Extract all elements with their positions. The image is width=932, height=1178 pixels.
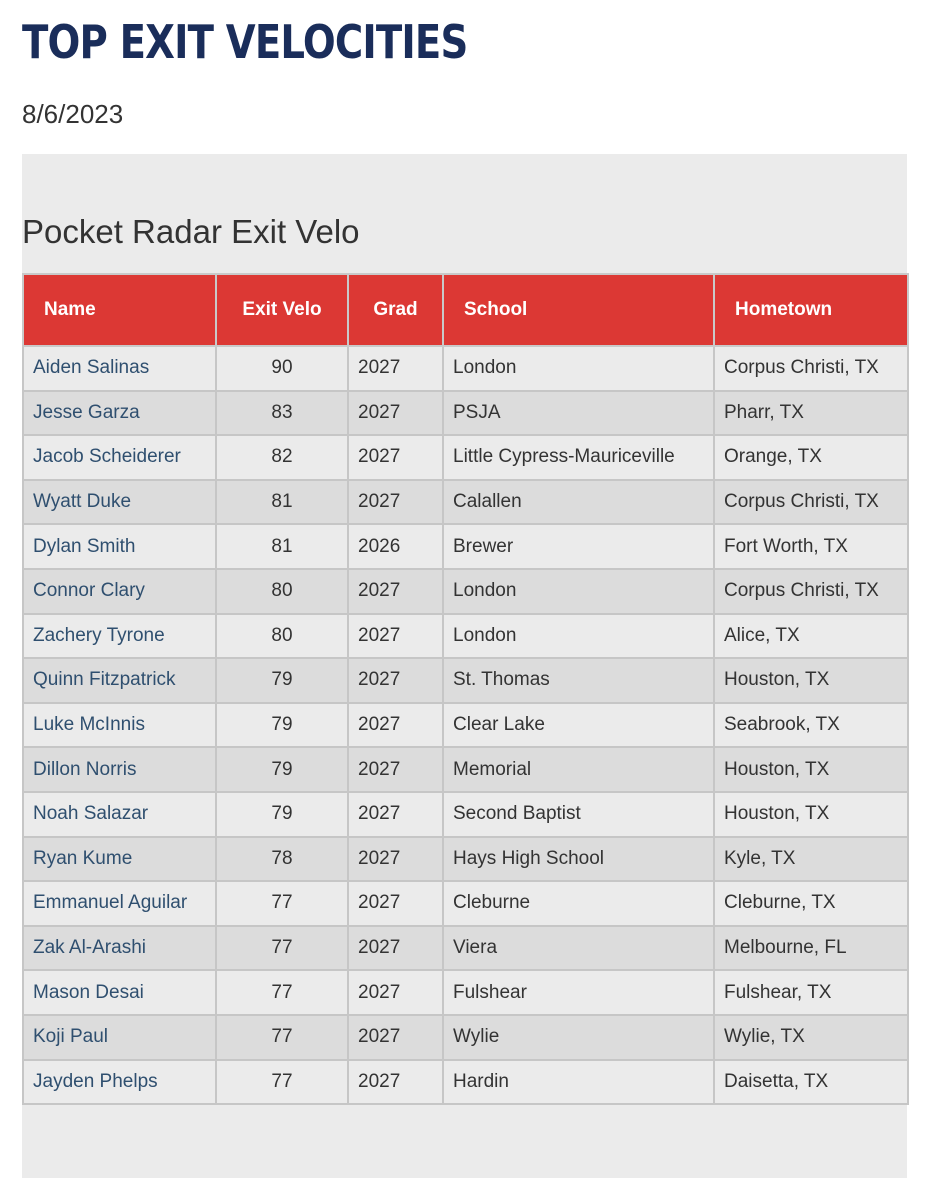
grad-year: 2027 bbox=[348, 346, 443, 391]
grad-year: 2027 bbox=[348, 391, 443, 436]
column-header-hometown[interactable]: Hometown bbox=[714, 274, 908, 346]
exit-velo-value: 77 bbox=[216, 881, 348, 926]
school-name: St. Thomas bbox=[443, 658, 714, 703]
hometown: Seabrook, TX bbox=[714, 703, 908, 748]
section-heading: Pocket Radar Exit Velo bbox=[22, 213, 360, 250]
hometown: Wylie, TX bbox=[714, 1015, 908, 1060]
hometown: Corpus Christi, TX bbox=[714, 480, 908, 525]
school-name: PSJA bbox=[443, 391, 714, 436]
grad-year: 2027 bbox=[348, 569, 443, 614]
exit-velo-value: 79 bbox=[216, 703, 348, 748]
hometown: Corpus Christi, TX bbox=[714, 569, 908, 614]
player-name-link[interactable]: Dylan Smith bbox=[23, 524, 216, 569]
grad-year: 2027 bbox=[348, 792, 443, 837]
grad-year: 2026 bbox=[348, 524, 443, 569]
column-header-name[interactable]: Name bbox=[23, 274, 216, 346]
exit-velo-value: 77 bbox=[216, 1060, 348, 1105]
column-header-school[interactable]: School bbox=[443, 274, 714, 346]
school-name: Fulshear bbox=[443, 970, 714, 1015]
school-name: Second Baptist bbox=[443, 792, 714, 837]
player-name-link[interactable]: Quinn Fitzpatrick bbox=[23, 658, 216, 703]
exit-velo-value: 79 bbox=[216, 747, 348, 792]
exit-velo-table bbox=[22, 273, 909, 1105]
table-row bbox=[23, 970, 908, 1015]
hometown: Pharr, TX bbox=[714, 391, 908, 436]
grad-year: 2027 bbox=[348, 614, 443, 659]
table-row bbox=[23, 926, 908, 971]
exit-velo-value: 79 bbox=[216, 658, 348, 703]
school-name: London bbox=[443, 614, 714, 659]
hometown: Fulshear, TX bbox=[714, 970, 908, 1015]
player-name-link[interactable]: Emmanuel Aguilar bbox=[23, 881, 216, 926]
exit-velo-value: 81 bbox=[216, 480, 348, 525]
hometown: Fort Worth, TX bbox=[714, 524, 908, 569]
school-name: London bbox=[443, 346, 714, 391]
table-row bbox=[23, 792, 908, 837]
school-name: Calallen bbox=[443, 480, 714, 525]
column-header-exit-velo[interactable]: Exit Velo bbox=[216, 274, 348, 346]
table-row bbox=[23, 747, 908, 792]
player-name-link[interactable]: Koji Paul bbox=[23, 1015, 216, 1060]
player-name-link[interactable]: Connor Clary bbox=[23, 569, 216, 614]
exit-velo-value: 78 bbox=[216, 837, 348, 882]
school-name: Memorial bbox=[443, 747, 714, 792]
grad-year: 2027 bbox=[348, 1015, 443, 1060]
exit-velo-value: 77 bbox=[216, 970, 348, 1015]
table-row bbox=[23, 480, 908, 525]
table-row bbox=[23, 391, 908, 436]
school-name: Clear Lake bbox=[443, 703, 714, 748]
hometown: Corpus Christi, TX bbox=[714, 346, 908, 391]
exit-velo-value: 77 bbox=[216, 926, 348, 971]
player-name-link[interactable]: Zak Al-Arashi bbox=[23, 926, 216, 971]
player-name-link[interactable]: Jacob Scheiderer bbox=[23, 435, 216, 480]
table-row bbox=[23, 1015, 908, 1060]
hometown: Cleburne, TX bbox=[714, 881, 908, 926]
grad-year: 2027 bbox=[348, 1060, 443, 1105]
player-name-link[interactable]: Jayden Phelps bbox=[23, 1060, 216, 1105]
hometown: Houston, TX bbox=[714, 747, 908, 792]
player-name-link[interactable]: Luke McInnis bbox=[23, 703, 216, 748]
page-date: 8/6/2023 bbox=[22, 99, 124, 129]
player-name-link[interactable]: Jesse Garza bbox=[23, 391, 216, 436]
hometown: Houston, TX bbox=[714, 792, 908, 837]
table-row bbox=[23, 569, 908, 614]
grad-year: 2027 bbox=[348, 837, 443, 882]
grad-year: 2027 bbox=[348, 970, 443, 1015]
school-name: Hays High School bbox=[443, 837, 714, 882]
hometown: Melbourne, FL bbox=[714, 926, 908, 971]
grad-year: 2027 bbox=[348, 658, 443, 703]
school-name: Little Cypress-Mauriceville bbox=[443, 435, 714, 480]
hometown: Houston, TX bbox=[714, 658, 908, 703]
exit-velo-value: 77 bbox=[216, 1015, 348, 1060]
table-row bbox=[23, 524, 908, 569]
school-name: Hardin bbox=[443, 1060, 714, 1105]
player-name-link[interactable]: Ryan Kume bbox=[23, 837, 216, 882]
grad-year: 2027 bbox=[348, 480, 443, 525]
player-name-link[interactable]: Wyatt Duke bbox=[23, 480, 216, 525]
grad-year: 2027 bbox=[348, 881, 443, 926]
column-header-grad[interactable]: Grad bbox=[348, 274, 443, 346]
school-name: Brewer bbox=[443, 524, 714, 569]
school-name: Cleburne bbox=[443, 881, 714, 926]
table-row bbox=[23, 881, 908, 926]
page-title: TOP EXIT VELOCITIES bbox=[22, 15, 468, 69]
grad-year: 2027 bbox=[348, 747, 443, 792]
exit-velo-value: 81 bbox=[216, 524, 348, 569]
hometown: Alice, TX bbox=[714, 614, 908, 659]
table-body bbox=[23, 346, 908, 1104]
table-row bbox=[23, 658, 908, 703]
player-name-link[interactable]: Zachery Tyrone bbox=[23, 614, 216, 659]
table-header-row bbox=[23, 274, 908, 346]
exit-velo-value: 83 bbox=[216, 391, 348, 436]
exit-velo-value: 80 bbox=[216, 569, 348, 614]
hometown: Orange, TX bbox=[714, 435, 908, 480]
hometown: Daisetta, TX bbox=[714, 1060, 908, 1105]
school-name: Viera bbox=[443, 926, 714, 971]
table-row bbox=[23, 703, 908, 748]
table-row bbox=[23, 837, 908, 882]
exit-velo-value: 79 bbox=[216, 792, 348, 837]
exit-velo-value: 80 bbox=[216, 614, 348, 659]
table-row bbox=[23, 1060, 908, 1105]
table-row bbox=[23, 435, 908, 480]
exit-velo-value: 90 bbox=[216, 346, 348, 391]
school-name: London bbox=[443, 569, 714, 614]
player-name-link[interactable]: Mason Desai bbox=[23, 970, 216, 1015]
table-row bbox=[23, 614, 908, 659]
grad-year: 2027 bbox=[348, 703, 443, 748]
hometown: Kyle, TX bbox=[714, 837, 908, 882]
exit-velo-value: 82 bbox=[216, 435, 348, 480]
school-name: Wylie bbox=[443, 1015, 714, 1060]
table-row bbox=[23, 346, 908, 391]
player-name-link[interactable]: Noah Salazar bbox=[23, 792, 216, 837]
player-name-link[interactable]: Aiden Salinas bbox=[23, 346, 216, 391]
player-name-link[interactable]: Dillon Norris bbox=[23, 747, 216, 792]
exit-velo-table-wrapper bbox=[22, 273, 909, 1105]
grad-year: 2027 bbox=[348, 435, 443, 480]
grad-year: 2027 bbox=[348, 926, 443, 971]
